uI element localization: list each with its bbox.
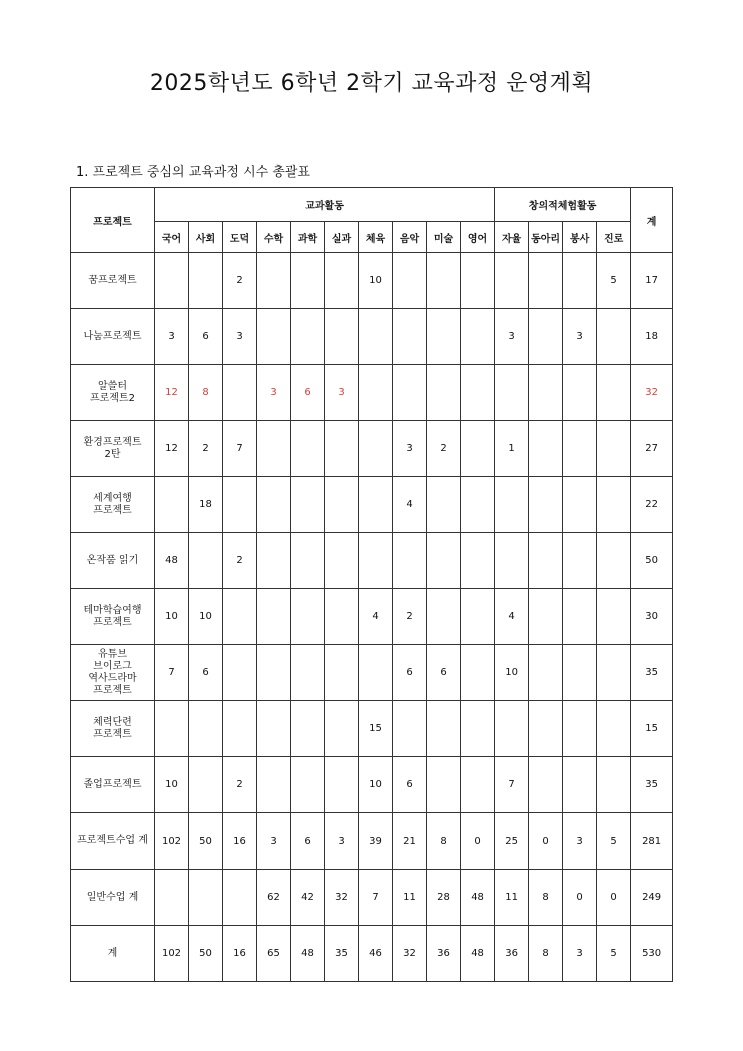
hours-cell — [223, 589, 257, 645]
hours-cell: 48 — [461, 870, 495, 926]
hours-cell: 48 — [155, 533, 189, 589]
hours-cell: 11 — [495, 870, 529, 926]
project-name-cell: 체력단련 프로젝트 — [71, 701, 155, 757]
table-row — [71, 813, 673, 870]
hours-cell — [189, 870, 223, 926]
table-row — [71, 309, 673, 365]
column-header: 실과 — [325, 222, 359, 253]
table-row — [71, 870, 673, 926]
column-header: 음악 — [393, 222, 427, 253]
hours-cell — [597, 757, 631, 813]
group-header-creative: 창의적체험활동 — [495, 188, 631, 222]
hours-cell — [393, 701, 427, 757]
hours-cell — [563, 421, 597, 477]
row-total-cell: 249 — [631, 870, 673, 926]
column-header: 봉사 — [563, 222, 597, 253]
hours-cell — [597, 365, 631, 421]
hours-cell — [291, 533, 325, 589]
hours-cell: 4 — [393, 477, 427, 533]
hours-cell — [597, 701, 631, 757]
table-row — [71, 533, 673, 589]
hours-cell: 42 — [291, 870, 325, 926]
hours-cell: 3 — [325, 365, 359, 421]
project-name-cell: 일반수업 계 — [71, 870, 155, 926]
hours-cell — [529, 365, 563, 421]
hours-cell — [257, 421, 291, 477]
hours-cell — [325, 477, 359, 533]
hours-cell: 5 — [597, 813, 631, 870]
hours-cell — [189, 533, 223, 589]
section-heading: 1. 프로젝트 중심의 교육과정 시수 총괄표 — [76, 165, 310, 180]
hours-cell: 0 — [563, 870, 597, 926]
hours-cell: 3 — [495, 309, 529, 365]
hours-cell — [291, 309, 325, 365]
row-total-cell: 50 — [631, 533, 673, 589]
hours-cell: 12 — [155, 421, 189, 477]
hours-cell: 10 — [359, 757, 393, 813]
row-total-cell: 22 — [631, 477, 673, 533]
row-total-cell: 30 — [631, 589, 673, 645]
hours-cell — [291, 421, 325, 477]
hours-cell: 6 — [291, 813, 325, 870]
hours-cell — [189, 253, 223, 309]
hours-cell — [495, 477, 529, 533]
hours-cell: 10 — [155, 757, 189, 813]
hours-cell — [529, 533, 563, 589]
hours-cell — [597, 533, 631, 589]
hours-cell: 3 — [223, 309, 257, 365]
hours-cell: 102 — [155, 813, 189, 870]
hours-cell — [461, 365, 495, 421]
hours-cell: 3 — [393, 421, 427, 477]
project-name-cell: 온작품 읽기 — [71, 533, 155, 589]
hours-cell: 32 — [325, 870, 359, 926]
hours-cell — [325, 253, 359, 309]
row-total-cell: 15 — [631, 701, 673, 757]
hours-cell: 4 — [359, 589, 393, 645]
column-header: 국어 — [155, 222, 189, 253]
hours-cell — [529, 701, 563, 757]
table-row — [71, 757, 673, 813]
hours-cell: 6 — [189, 309, 223, 365]
hours-cell — [359, 421, 393, 477]
project-name-cell: 테마학습여행 프로젝트 — [71, 589, 155, 645]
hours-cell — [461, 645, 495, 701]
hours-cell: 2 — [223, 253, 257, 309]
hours-cell — [155, 477, 189, 533]
hours-cell: 7 — [359, 870, 393, 926]
row-total-cell: 17 — [631, 253, 673, 309]
project-name-cell: 세계여행 프로젝트 — [71, 477, 155, 533]
hours-cell: 7 — [223, 421, 257, 477]
hours-cell: 6 — [393, 645, 427, 701]
hours-cell — [563, 589, 597, 645]
hours-cell — [325, 645, 359, 701]
hours-cell — [427, 533, 461, 589]
column-header: 사회 — [189, 222, 223, 253]
row-total-cell: 18 — [631, 309, 673, 365]
hours-cell — [155, 701, 189, 757]
hours-cell: 11 — [393, 870, 427, 926]
hours-cell: 6 — [189, 645, 223, 701]
hours-cell — [155, 870, 189, 926]
table-row — [71, 253, 673, 309]
hours-cell — [155, 253, 189, 309]
hours-cell — [563, 253, 597, 309]
row-total-cell: 35 — [631, 757, 673, 813]
column-header: 진로 — [597, 222, 631, 253]
hours-cell: 3 — [563, 926, 597, 982]
hours-cell — [597, 421, 631, 477]
hours-cell — [529, 645, 563, 701]
hours-cell — [529, 309, 563, 365]
row-total-cell: 281 — [631, 813, 673, 870]
hours-cell: 6 — [427, 645, 461, 701]
hours-cell: 15 — [359, 701, 393, 757]
hours-cell — [563, 645, 597, 701]
hours-cell — [257, 757, 291, 813]
hours-cell — [359, 309, 393, 365]
hours-cell — [461, 701, 495, 757]
table-row — [71, 645, 673, 701]
hours-cell — [427, 701, 461, 757]
table-row — [71, 589, 673, 645]
hours-cell: 18 — [189, 477, 223, 533]
corner-header: 프로젝트 — [71, 188, 155, 253]
hours-cell: 0 — [597, 870, 631, 926]
column-header: 미술 — [427, 222, 461, 253]
hours-cell — [257, 645, 291, 701]
hours-cell — [427, 589, 461, 645]
hours-cell — [563, 477, 597, 533]
hours-cell — [291, 645, 325, 701]
hours-cell: 0 — [529, 813, 563, 870]
hours-cell: 1 — [495, 421, 529, 477]
hours-cell — [427, 757, 461, 813]
hours-cell: 48 — [461, 926, 495, 982]
hours-cell: 8 — [189, 365, 223, 421]
hours-cell — [427, 309, 461, 365]
hours-cell — [325, 533, 359, 589]
hours-cell — [597, 309, 631, 365]
project-name-cell: 알쓸터 프로젝트2 — [71, 365, 155, 421]
hours-cell: 3 — [563, 813, 597, 870]
hours-cell — [325, 309, 359, 365]
hours-cell — [529, 589, 563, 645]
hours-cell — [325, 757, 359, 813]
hours-cell — [597, 645, 631, 701]
hours-cell: 8 — [529, 870, 563, 926]
project-name-cell: 환경프로젝트 2탄 — [71, 421, 155, 477]
hours-cell — [563, 757, 597, 813]
table-row — [71, 926, 673, 982]
hours-cell — [393, 365, 427, 421]
hours-cell — [563, 533, 597, 589]
hours-cell: 102 — [155, 926, 189, 982]
hours-cell — [427, 253, 461, 309]
hours-cell: 35 — [325, 926, 359, 982]
project-name-cell: 계 — [71, 926, 155, 982]
hours-cell — [359, 477, 393, 533]
total-header: 계 — [631, 188, 673, 253]
table-row — [71, 421, 673, 477]
hours-cell — [461, 253, 495, 309]
project-name-cell: 프로젝트수업 계 — [71, 813, 155, 870]
hours-cell: 25 — [495, 813, 529, 870]
hours-cell — [563, 701, 597, 757]
hours-cell — [325, 589, 359, 645]
hours-cell: 39 — [359, 813, 393, 870]
hours-cell — [529, 757, 563, 813]
hours-cell: 28 — [427, 870, 461, 926]
hours-cell: 12 — [155, 365, 189, 421]
hours-cell: 3 — [563, 309, 597, 365]
hours-cell: 2 — [189, 421, 223, 477]
hours-cell — [223, 365, 257, 421]
row-total-cell: 32 — [631, 365, 673, 421]
column-header: 도덕 — [223, 222, 257, 253]
hours-cell — [291, 589, 325, 645]
hours-cell: 48 — [291, 926, 325, 982]
hours-cell — [461, 309, 495, 365]
hours-cell — [597, 477, 631, 533]
hours-cell — [529, 253, 563, 309]
hours-cell — [257, 533, 291, 589]
column-header: 자율 — [495, 222, 529, 253]
project-name-cell: 유튜브 브이로그 역사드라마 프로젝트 — [71, 645, 155, 701]
hours-cell: 2 — [393, 589, 427, 645]
hours-cell — [223, 701, 257, 757]
hours-cell — [529, 421, 563, 477]
hours-cell — [223, 645, 257, 701]
hours-cell: 36 — [495, 926, 529, 982]
hours-cell: 2 — [223, 533, 257, 589]
row-total-cell: 27 — [631, 421, 673, 477]
hours-cell: 50 — [189, 926, 223, 982]
hours-cell: 2 — [427, 421, 461, 477]
hours-cell — [189, 701, 223, 757]
hours-cell — [393, 533, 427, 589]
hours-cell: 7 — [155, 645, 189, 701]
hours-cell — [223, 477, 257, 533]
hours-cell: 5 — [597, 926, 631, 982]
hours-cell — [189, 757, 223, 813]
hours-cell — [461, 589, 495, 645]
row-total-cell: 35 — [631, 645, 673, 701]
hours-cell — [427, 477, 461, 533]
page-title: 2025학년도 6학년 2학기 교육과정 운영계획 — [149, 71, 594, 96]
hours-cell — [529, 477, 563, 533]
column-header: 수학 — [257, 222, 291, 253]
hours-cell — [495, 253, 529, 309]
group-header-subject: 교과활동 — [155, 188, 495, 222]
hours-cell — [597, 589, 631, 645]
hours-cell: 16 — [223, 813, 257, 870]
hours-cell — [461, 421, 495, 477]
hours-cell — [461, 477, 495, 533]
hours-summary-table — [70, 187, 673, 982]
hours-cell: 16 — [223, 926, 257, 982]
hours-cell: 65 — [257, 926, 291, 982]
hours-cell — [257, 477, 291, 533]
hours-cell: 21 — [393, 813, 427, 870]
hours-cell: 7 — [495, 757, 529, 813]
column-header: 과학 — [291, 222, 325, 253]
hours-cell — [291, 253, 325, 309]
table-row — [71, 477, 673, 533]
hours-cell: 8 — [427, 813, 461, 870]
hours-cell: 3 — [155, 309, 189, 365]
hours-cell: 5 — [597, 253, 631, 309]
hours-cell — [495, 533, 529, 589]
hours-cell — [359, 533, 393, 589]
hours-cell — [257, 309, 291, 365]
hours-cell: 10 — [359, 253, 393, 309]
hours-cell — [393, 309, 427, 365]
hours-cell — [359, 365, 393, 421]
column-header: 영어 — [461, 222, 495, 253]
row-total-cell: 530 — [631, 926, 673, 982]
hours-cell: 2 — [223, 757, 257, 813]
hours-cell — [257, 589, 291, 645]
hours-cell — [427, 365, 461, 421]
hours-cell — [257, 701, 291, 757]
hours-cell: 6 — [393, 757, 427, 813]
hours-cell: 10 — [189, 589, 223, 645]
hours-cell — [461, 533, 495, 589]
hours-cell — [257, 253, 291, 309]
table-row — [71, 701, 673, 757]
hours-cell — [291, 757, 325, 813]
hours-cell: 3 — [325, 813, 359, 870]
hours-cell: 10 — [155, 589, 189, 645]
hours-cell — [291, 477, 325, 533]
hours-cell: 10 — [495, 645, 529, 701]
hours-cell: 46 — [359, 926, 393, 982]
hours-cell: 3 — [257, 813, 291, 870]
hours-cell: 4 — [495, 589, 529, 645]
hours-cell — [325, 701, 359, 757]
column-header: 체육 — [359, 222, 393, 253]
hours-cell: 62 — [257, 870, 291, 926]
hours-cell: 3 — [257, 365, 291, 421]
hours-cell — [563, 365, 597, 421]
project-name-cell: 졸업프로젝트 — [71, 757, 155, 813]
hours-cell: 8 — [529, 926, 563, 982]
project-name-cell: 꿈프로젝트 — [71, 253, 155, 309]
project-name-cell: 나눔프로젝트 — [71, 309, 155, 365]
hours-cell — [495, 701, 529, 757]
hours-cell — [495, 365, 529, 421]
hours-cell — [393, 253, 427, 309]
hours-cell — [223, 870, 257, 926]
hours-cell: 36 — [427, 926, 461, 982]
hours-cell — [291, 701, 325, 757]
hours-cell — [359, 645, 393, 701]
table-row — [71, 365, 673, 421]
hours-cell — [461, 757, 495, 813]
hours-cell: 50 — [189, 813, 223, 870]
hours-cell: 6 — [291, 365, 325, 421]
hours-cell: 32 — [393, 926, 427, 982]
column-header: 동아리 — [529, 222, 563, 253]
hours-cell — [325, 421, 359, 477]
hours-cell: 0 — [461, 813, 495, 870]
